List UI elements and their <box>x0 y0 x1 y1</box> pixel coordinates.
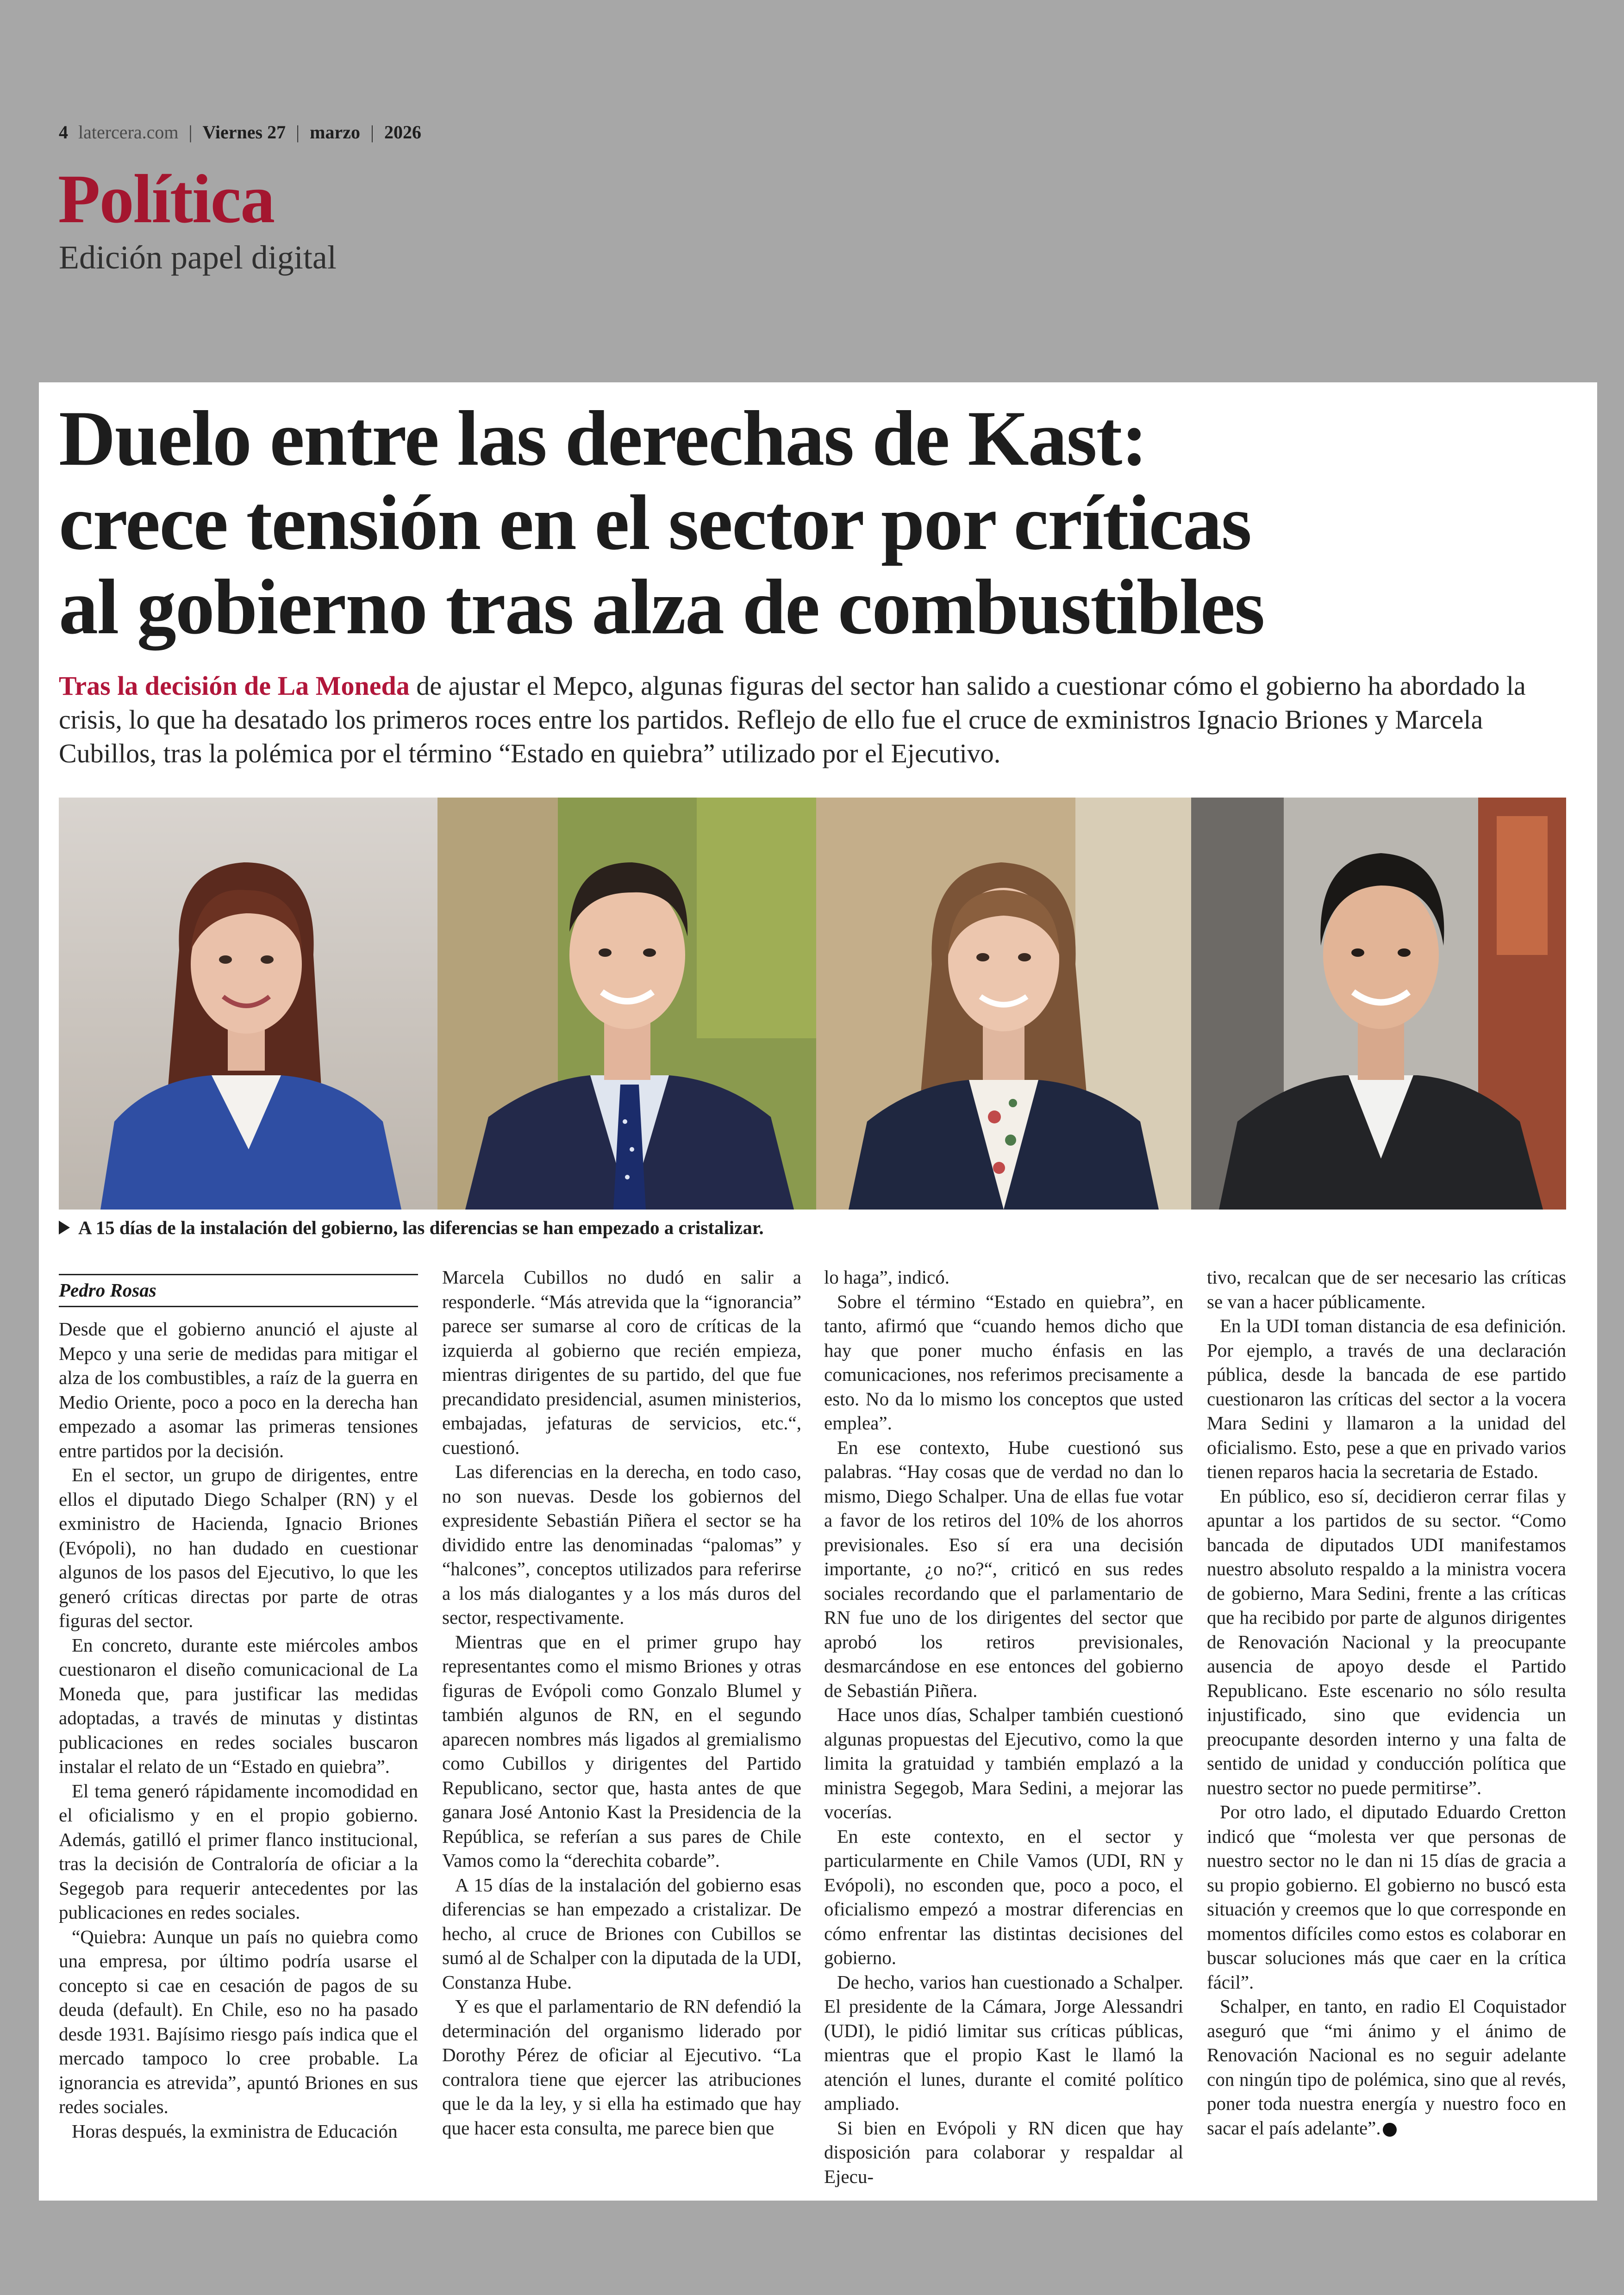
paragraph: A 15 días de la instalación del gobierno esas diferencias se han empezado a cristalizar. De hecho, al cruce de Briones con Cubillos se sumó al de Schalper con la diputada de la UDI, Constanza Hube. <box>442 1874 801 1993</box>
caption-arrow-icon <box>59 1221 70 1235</box>
paragraph: En concreto, durante este miércoles ambos cuestionaron el diseño comunicacional de La Moneda que, para justificar las medidas adoptadas, a través de minutas y distintas publicaciones en redes sociales buscaron instalar el relato de un “Estado en quiebra”. <box>59 1634 418 1777</box>
paragraph: Y es que el parlamentario de RN defendió la determinación del organismo liderado por Dorothy Pérez de oficiar al Ejecutivo. “La contralora tiene que ejercer las atribuciones que le da la ley, y si ella ha estimado que hay que hacer esta consulta, me parece bien que <box>442 1996 801 2139</box>
site-name: latercera.com <box>78 122 179 143</box>
portrait-photo <box>1191 798 1566 1210</box>
issue-year: 2026 <box>384 122 421 143</box>
photo-caption <box>59 1216 1563 1239</box>
paragraph <box>1207 1994 1566 2140</box>
headline-line: crece tensión en el sector por críticas <box>59 479 1251 566</box>
photo-strip <box>59 798 1566 1210</box>
article-column-4 <box>1207 1265 1566 2140</box>
article-headline <box>59 396 1540 649</box>
paragraph: Sobre el término “Estado en quiebra”, en tanto, afirmó que “cuando hemos dicho que hay que poner mucho énfasis en las comunicaciones, nos referimos precisamente a esto. No da lo mismo los conceptos que usted emplea”. <box>824 1291 1183 1434</box>
paragraph: tivo, recalcan que de ser necesario las críticas se van a hacer públicamente. <box>1207 1266 1566 1312</box>
section-title: Política <box>58 161 275 237</box>
caption-text: A 15 días de la instalación del gobierno, las diferencias se han empezado a cristalizar. <box>78 1217 764 1238</box>
lead-highlight: Tras la decisión de La Moneda <box>59 671 410 701</box>
issue-day: Viernes 27 <box>202 122 286 143</box>
paragraph: Horas después, la exministra de Educación <box>72 2120 398 2142</box>
issue-month: marzo <box>310 122 360 143</box>
paragraph: En la UDI toman distancia de esa definición. Por ejemplo, a través de una declaración pública, desde la bancada de ese partido cuestionaron las críticas del sector a la vocera Mara Sedini y llamaron a la unidad del oficialismo. Esto, pese a que en privado varios tienen reparos hacia la secretaria de Estado. <box>1207 1315 1566 1482</box>
headline-line: Duelo entre las derechas de Kast: <box>59 395 1147 482</box>
article-column-3 <box>824 1265 1183 2189</box>
final-paragraph-text: Schalper, en tanto, en radio El Coquistador aseguró que “mi ánimo y el ánimo de Renovación Nacional es no seguir adelante con ningún tipo de polémica, sino que al revés, poner toda nuestra energía y nuestro foco en sacar el país adelante”. <box>1207 1996 1566 2139</box>
article-lead <box>59 669 1563 770</box>
paragraph: Mientras que en el primer grupo hay representantes como el mismo Briones y otras figuras de Evópoli como Gonzalo Blumel y también algunos de RN, en el segundo aparecen nombres más ligados al gremialismo como Cubillos y dirigentes del Partido Republicano, sector que, hasta antes de que ganara José Antonio Kast la Presidencia de la República, se referían a sus pares de Chile Vamos como la “derechita cobarde”. <box>442 1631 801 1871</box>
paragraph: Por otro lado, el diputado Eduardo Cretton indicó que “molesta ver que personas de nuestro sector no le dan ni 15 días de gracia a su propio gobierno. El gobierno no buscó esta situación y creemos que lo que corresponde en momentos difíciles como estos es colaborar en buscar soluciones más que caer en la crítica fácil”. <box>1207 1801 1566 1993</box>
paragraph: Desde que el gobierno anunció el ajuste al Mepco y una serie de medidas para mitigar el alza de los combustibles, a raíz de la guerra en Medio Oriente, poco a poco en la derecha han empezado a asomar las primeras tensiones entre partidos por la decisión. <box>59 1318 418 1461</box>
paragraph: En este contexto, en el sector y particularmente en Chile Vamos (UDI, RN y Evópoli), no esconden que, poco a poco, el oficialismo empezó a mostrar diferencias en cómo enfrentar las distintas decisiones del gobierno. <box>824 1825 1183 1968</box>
paragraph: De hecho, varios han cuestionado a Schalper. El presidente de la Cámara, Jorge Alessandri (UDI), le pidió limitar sus críticas públicas, mientras que el propio Kast le llamó la atención el lunes, durante el comité político ampliado. <box>824 1971 1183 2114</box>
lead-text: de ajustar el Mepco, algunas figuras del sector han salido a cuestionar cómo el gobierno ha abordado la crisis, lo que ha desatado los primeros roces entre los partidos. Reflejo de ello fue el cruce de exministros Ignacio Briones y Marcela Cubillos, tras la polémica por el término “Estado en quiebra” utilizado por el Ejecutivo. <box>59 671 1526 768</box>
paragraph: El tema generó rápidamente incomodidad en el oficialismo y en el propio gobierno. Además, gatilló el primer flanco institucional, tras la decisión de Contraloría de oficiar a la Segegob para requerir antecedentes por las publicaciones en redes sociales. <box>59 1780 418 1923</box>
paragraph: En público, eso sí, decidieron cerrar filas y apuntar a los partidos de su sector. “Como bancada de diputados UDI manifestamos nuestro absoluto respaldo a la ministra vocera de gobierno, Mara Sedini, frente a las críticas que ha recibido por parte de algunos dirigentes de Renovación Nacional y la preocupante ausencia de apoyo desde el Partido Republicano. Este escenario no sólo resulta injustificado, sino que evidencia un preocupante desorden interno y una falta de sentido de unidad y conducción política que nuestro sector no puede permitirse”. <box>1207 1485 1566 1798</box>
article-column-2 <box>442 1265 801 2140</box>
paragraph: lo haga”, indicó. <box>824 1266 949 1288</box>
end-of-article-icon <box>1383 2123 1397 2137</box>
paragraph: Si bien en Evópoli y RN dicen que hay disposición para colaborar y respaldar al Ejecu- <box>824 2117 1183 2187</box>
edition-label: Edición papel digital <box>59 239 337 276</box>
article-column-1 <box>59 1317 418 2143</box>
headline-line: al gobierno tras alza de combustibles <box>59 563 1264 650</box>
page-header: 4 latercera.com | Viernes 27 | marzo | 2026 <box>59 122 421 143</box>
paragraph: Hace unos días, Schalper también cuestionó algunas propuestas del Ejecutivo, como la que limita la gratuidad y también emplazó a la ministra Segegob, Mara Sedini, a mejorar las vocerías. <box>824 1704 1183 1822</box>
portrait-photo <box>59 798 437 1210</box>
paragraph: Las diferencias en la derecha, en todo caso, no son nuevas. Desde los gobiernos del expresidente Sebastián Piñera el sector se ha dividido entre las denominadas “palomas” y “halcones”, conceptos utilizados para referirse a los más dialogantes y a los más duros del sector, respectivamente. <box>442 1461 801 1628</box>
paragraph: En el sector, un grupo de dirigentes, entre ellos el diputado Diego Schalper (RN) y el exministro de Hacienda, Ignacio Briones (Evópoli), no han dudado en cuestionar algunos de los pasos del Ejecutivo, lo que les generó críticas directas por parte de otras figuras del sector. <box>59 1464 418 1631</box>
page-number: 4 <box>59 122 68 143</box>
paragraph: En ese contexto, Hube cuestionó sus palabras. “Hay cosas que de verdad no dan lo mismo, Diego Schalper. Una de ellas fue votar a favor de los retiros del 10% de los ahorros previsionales. Eso sí era una decisión importante, ¿o no?“, criticó en sus redes sociales recordando que el parlamentario de RN fue uno de los dirigentes del sector que aprobó los retiros previsionales, desmarcándose en ese entonces del gobierno de Sebastián Piñera. <box>824 1436 1183 1701</box>
paragraph: Marcela Cubillos no dudó en salir a responderle. “Más atrevida que la “ignorancia” parece ser sumarse al coro de críticas de la izquierda al gobierno que recién empieza, mientras dirigentes de su partido, del que fue precandidato presidencial, asumen ministerios, embajadas, jefaturas de servicios, etc.“, cuestionó. <box>442 1266 801 1458</box>
portrait-photo <box>437 798 816 1210</box>
paragraph: “Quiebra: Aunque un país no quiebra como una empresa, por último podría usarse el concepto si cae en cesación de pagos de su deuda (default). En Chile, eso no ha pasado desde 1931. Bajísimo riesgo país indica que el mercado tampoco lo cree probable. La ignorancia es atrevida”, apuntó Briones en sus redes sociales. <box>59 1926 418 2117</box>
byline: Pedro Rosas <box>59 1274 418 1307</box>
portrait-photo <box>816 798 1191 1210</box>
